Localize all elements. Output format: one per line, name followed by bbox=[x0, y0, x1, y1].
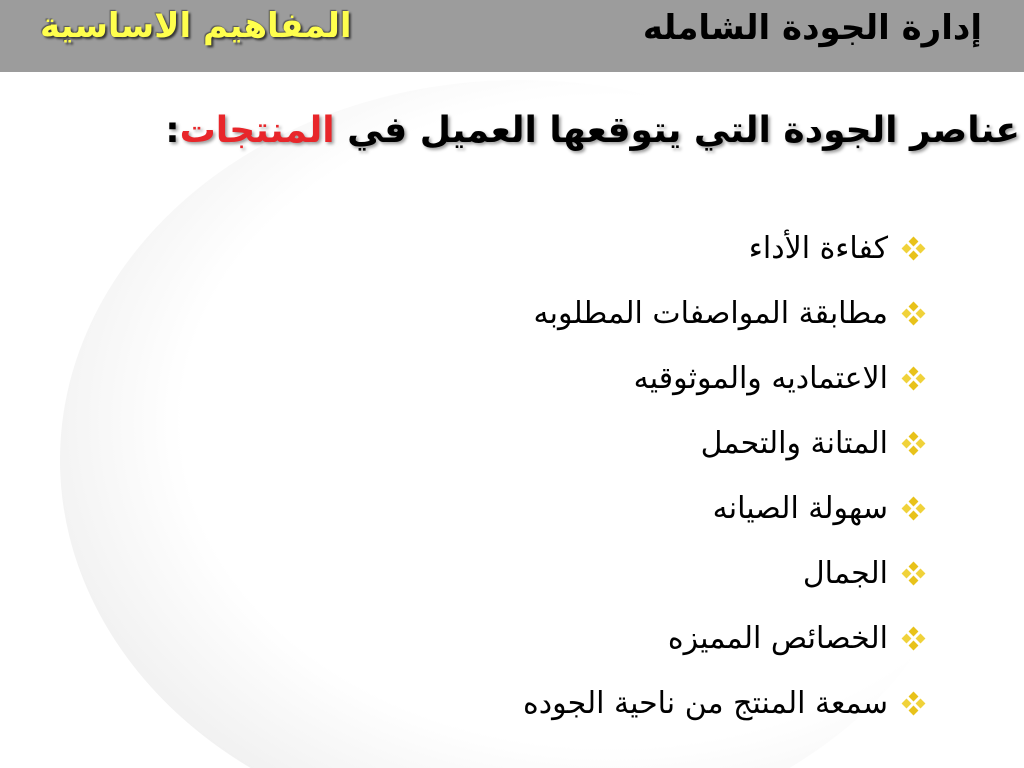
list-item-label: الخصائص المميزه bbox=[667, 621, 888, 656]
list-item bbox=[523, 671, 926, 736]
four-diamond-bullet-icon bbox=[902, 497, 926, 521]
bullet-list bbox=[523, 216, 926, 736]
four-diamond-bullet-icon bbox=[902, 367, 926, 391]
list-item bbox=[523, 606, 926, 671]
list-item-label: الجمال bbox=[802, 556, 888, 591]
four-diamond-bullet-icon bbox=[902, 692, 926, 716]
list-item bbox=[523, 541, 926, 606]
list-item bbox=[523, 346, 926, 411]
list-item bbox=[523, 411, 926, 476]
heading-prefix: عناصر الجودة التي يتوقعها العميل في bbox=[334, 110, 1020, 151]
four-diamond-bullet-icon bbox=[902, 432, 926, 456]
list-item-label: سهولة الصيانه bbox=[712, 491, 888, 526]
heading-highlight: المنتجات bbox=[179, 110, 335, 151]
heading-suffix: : bbox=[165, 110, 180, 151]
list-item-label: سمعة المنتج من ناحية الجوده bbox=[523, 686, 888, 721]
slide-heading bbox=[165, 110, 1020, 151]
header-title: إدارة الجودة الشامله bbox=[642, 8, 982, 48]
list-item-label: كفاءة الأداء bbox=[748, 231, 888, 266]
list-item-label: المتانة والتحمل bbox=[700, 426, 888, 461]
list-item-label: مطابقة المواصفات المطلوبه bbox=[533, 296, 888, 331]
header-bar bbox=[0, 0, 1024, 72]
four-diamond-bullet-icon bbox=[902, 627, 926, 651]
list-item bbox=[523, 281, 926, 346]
four-diamond-bullet-icon bbox=[902, 237, 926, 261]
header-subtitle: المفاهيم الاساسية bbox=[40, 6, 352, 46]
list-item bbox=[523, 476, 926, 541]
list-item bbox=[523, 216, 926, 281]
four-diamond-bullet-icon bbox=[902, 302, 926, 326]
list-item-label: الاعتماديه والموثوقيه bbox=[633, 361, 888, 396]
four-diamond-bullet-icon bbox=[902, 562, 926, 586]
